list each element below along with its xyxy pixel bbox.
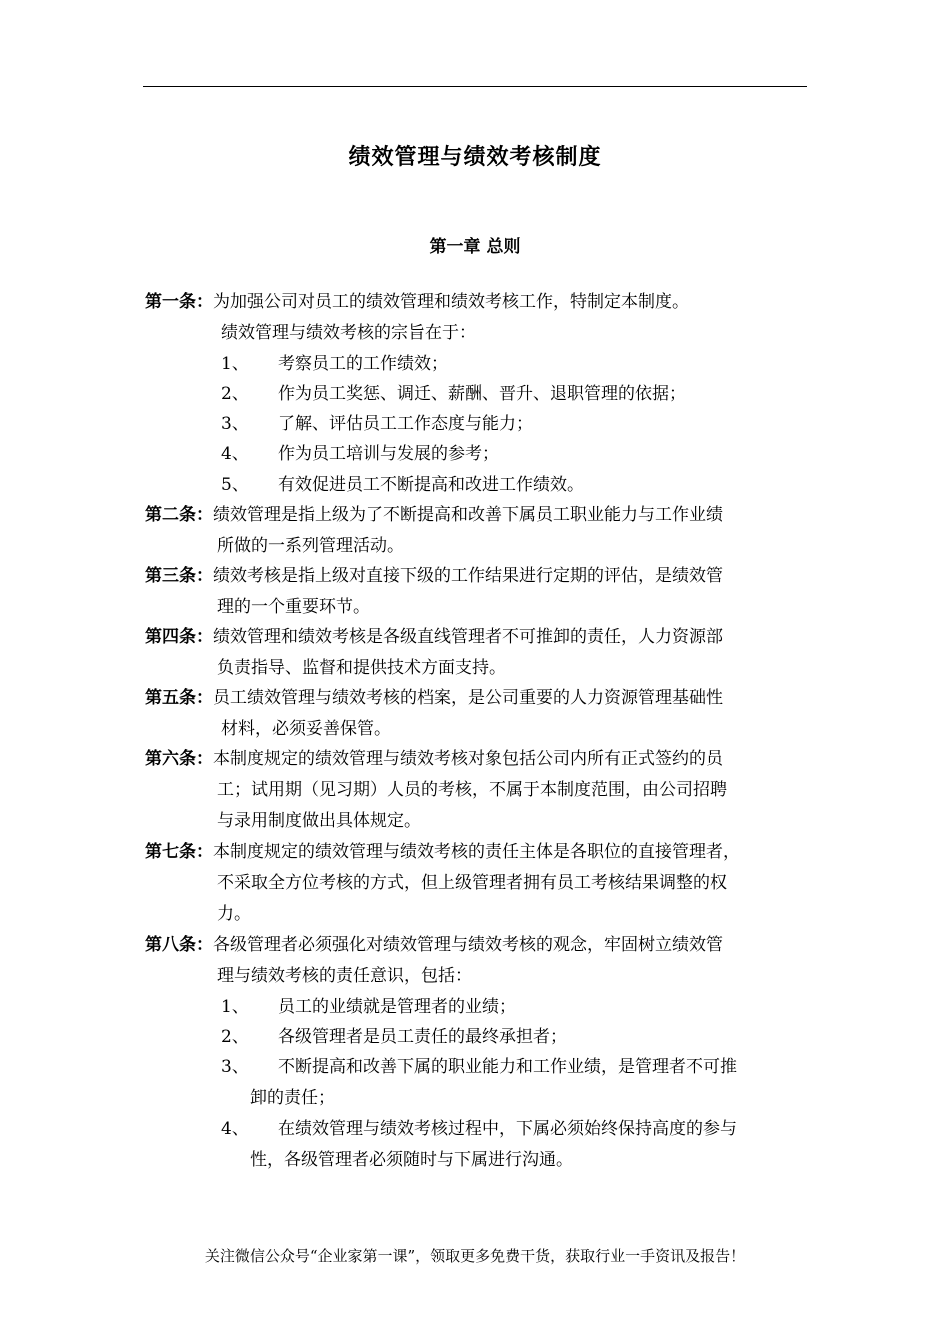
article-text: 力。 — [217, 904, 251, 924]
article-text: 绩效管理是指上级为了不断提高和改善下属员工职业能力与工作业绩 — [213, 505, 723, 525]
article-text: 所做的一系列管理活动。 — [217, 536, 404, 556]
chapter-heading: 第一章 总则 — [429, 237, 521, 257]
article-3 — [145, 565, 723, 587]
list-number: 4、 — [221, 1119, 249, 1139]
article-label: 第五条： — [145, 688, 213, 708]
article-text: 理与绩效考核的责任意识，包括： — [217, 966, 472, 986]
list-item: 考察员工的工作绩效； — [278, 354, 448, 374]
article-text: 为加强公司对员工的绩效管理和绩效考核工作，特制定本制度。 — [213, 292, 689, 312]
article-text: 工；试用期（见习期）人员的考核，不属于本制度范围，由公司招聘 — [217, 780, 727, 800]
article-text: 本制度规定的绩效管理与绩效考核对象包括公司内所有正式签约的员 — [213, 749, 723, 769]
article-text: 理的一个重要环节。 — [217, 597, 370, 617]
article-text: 绩效管理和绩效考核是各级直线管理者不可推卸的责任，人力资源部 — [213, 627, 723, 647]
list-item-continuation: 卸的责任； — [250, 1088, 335, 1108]
list-item: 各级管理者是员工责任的最终承担者； — [278, 1027, 567, 1047]
list-item: 在绩效管理与绩效考核过程中，下属必须始终保持高度的参与 — [278, 1119, 737, 1139]
list-number: 1、 — [221, 354, 249, 374]
article-label: 第一条： — [145, 292, 213, 312]
article-6 — [145, 748, 723, 770]
article-label: 第二条： — [145, 505, 213, 525]
list-item: 有效促进员工不断提高和改进工作绩效。 — [278, 475, 584, 495]
article-label: 第七条： — [145, 842, 213, 862]
article-2 — [145, 504, 723, 526]
article-text: 绩效管理与绩效考核的宗旨在于： — [221, 323, 476, 343]
article-8 — [145, 934, 723, 956]
list-number: 1、 — [221, 997, 249, 1017]
article-1 — [145, 291, 689, 313]
article-text: 员工绩效管理与绩效考核的档案，是公司重要的人力资源管理基础性 — [213, 688, 723, 708]
article-label: 第八条： — [145, 935, 213, 955]
list-number: 5、 — [221, 475, 249, 495]
article-text: 各级管理者必须强化对绩效管理与绩效考核的观念，牢固树立绩效管 — [213, 935, 723, 955]
article-7 — [145, 841, 740, 863]
document-title: 绩效管理与绩效考核制度 — [348, 145, 602, 170]
footer-note: 关注微信公众号“企业家第一课”，领取更多免费干货，获取行业一手资讯及报告！ — [204, 1247, 746, 1265]
list-item: 不断提高和改善下属的职业能力和工作业绩，是管理者不可推 — [278, 1057, 737, 1077]
article-text: 不采取全方位考核的方式，但上级管理者拥有员工考核结果调整的权 — [217, 873, 727, 893]
article-text: 绩效考核是指上级对直接下级的工作结果进行定期的评估，是绩效管 — [213, 566, 723, 586]
list-number: 2、 — [221, 1027, 249, 1047]
header-rule — [143, 86, 807, 87]
article-text: 本制度规定的绩效管理与绩效考核的责任主体是各职位的直接管理者， — [213, 842, 740, 862]
article-label: 第三条： — [145, 566, 213, 586]
article-label: 第六条： — [145, 749, 213, 769]
article-text: 材料，必须妥善保管。 — [221, 719, 391, 739]
list-number: 3、 — [221, 414, 249, 434]
article-label: 第四条： — [145, 627, 213, 647]
list-item: 了解、评估员工工作态度与能力； — [278, 414, 533, 434]
list-item: 作为员工奖惩、调迁、薪酬、晋升、退职管理的依据； — [278, 384, 686, 404]
article-text: 负责指导、监督和提供技术方面支持。 — [217, 658, 506, 678]
list-number: 2、 — [221, 384, 249, 404]
article-4 — [145, 626, 723, 648]
list-item: 作为员工培训与发展的参考； — [278, 444, 499, 464]
list-item-continuation: 性，各级管理者必须随时与下属进行沟通。 — [250, 1150, 573, 1170]
article-5 — [145, 687, 723, 709]
list-number: 4、 — [221, 444, 249, 464]
list-item: 员工的业绩就是管理者的业绩； — [278, 997, 516, 1017]
article-text: 与录用制度做出具体规定。 — [217, 811, 421, 831]
list-number: 3、 — [221, 1057, 249, 1077]
